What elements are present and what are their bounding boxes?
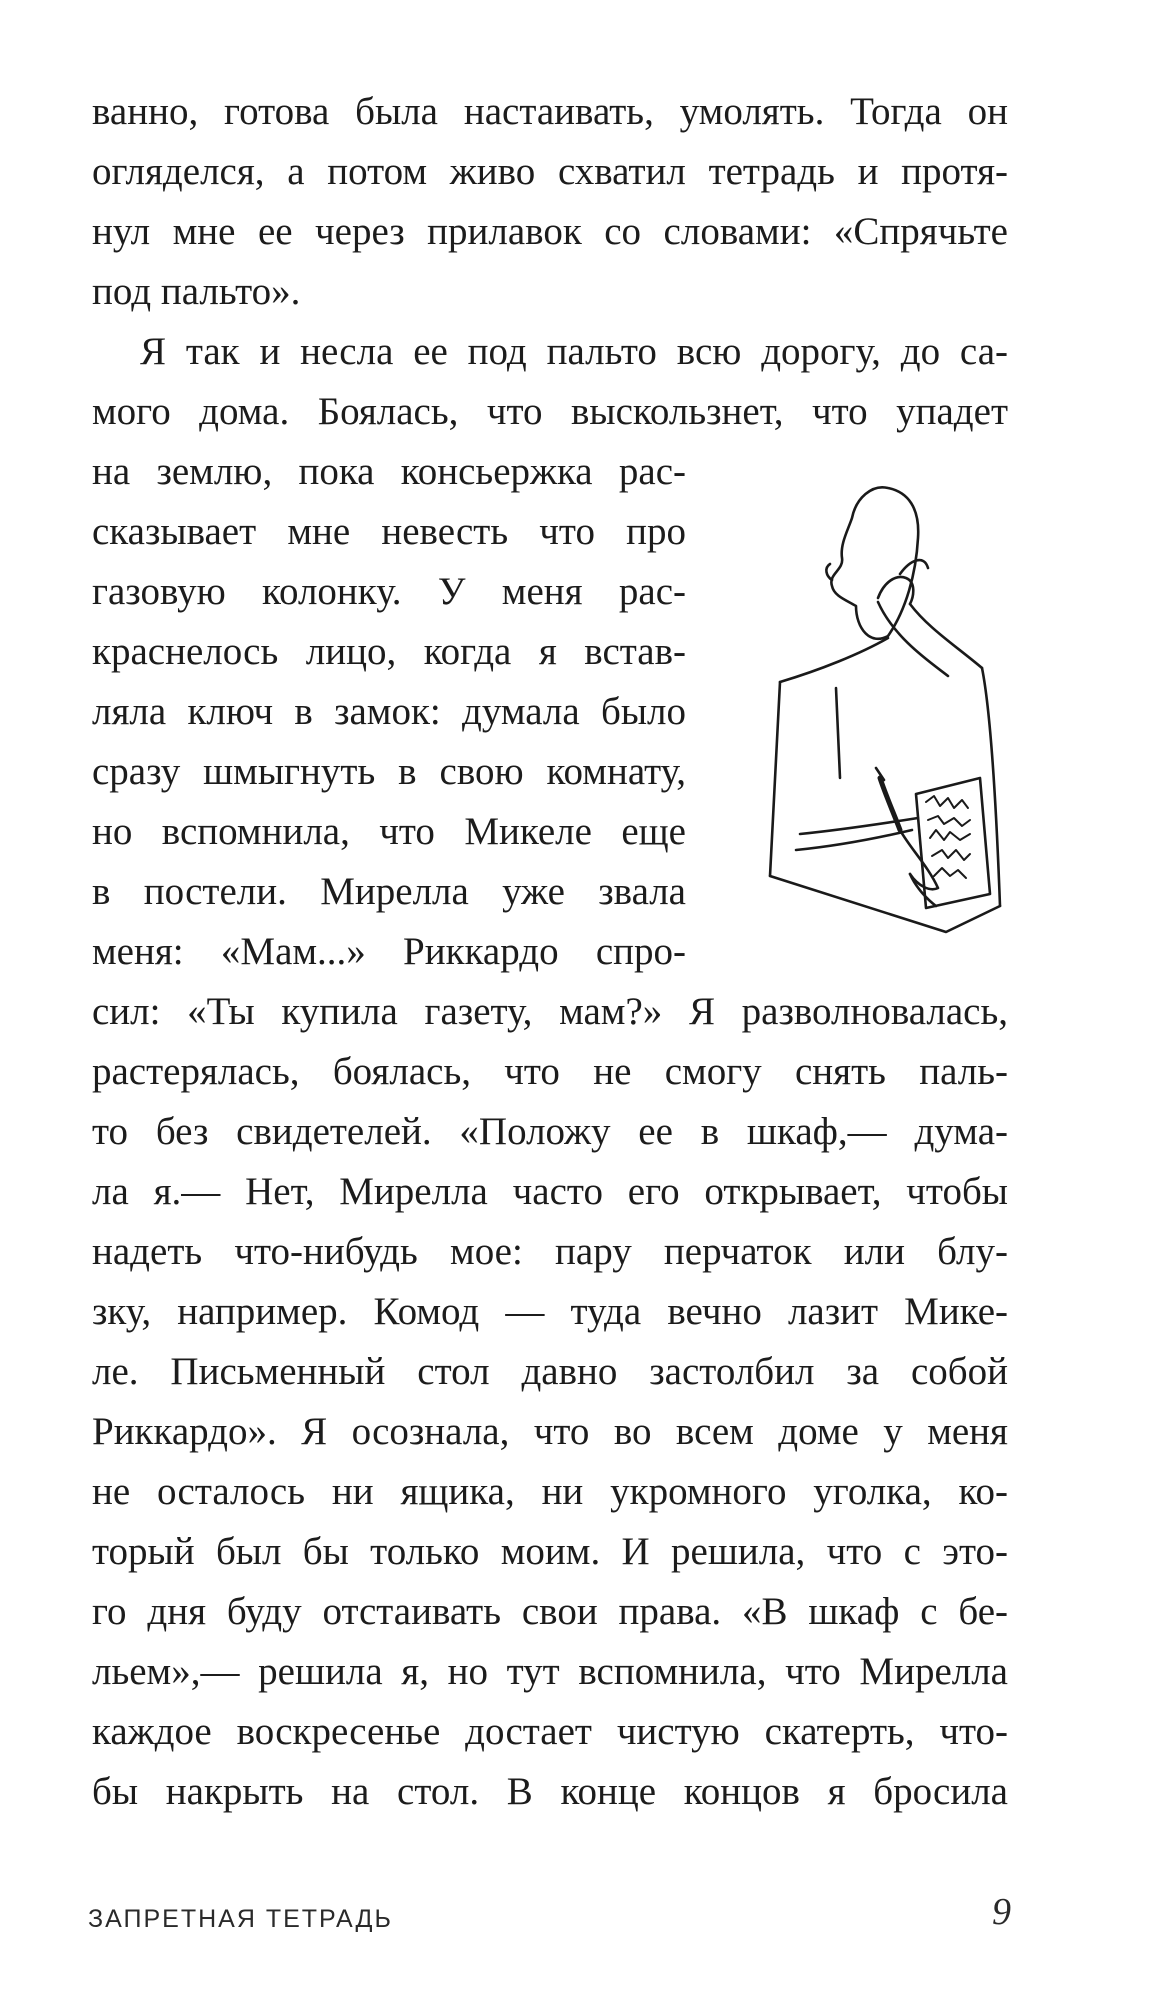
text-line: бы накрыть на стол. В конце концов я бросила (92, 1770, 1008, 1813)
text-line: торый был бы только моим. И решила, что с это- (92, 1530, 1008, 1573)
text-line: каждое воскресенье достает чистую скатерть, что- (92, 1710, 1008, 1753)
text-line: под пальто». (92, 270, 301, 313)
text-line: мого дома. Боялась, что выскользнет, что упадет (92, 390, 1008, 433)
text-line: на землю, пока консьержка рас- (92, 450, 686, 493)
text-line: надеть что-нибудь мое: пару перчаток или блу- (92, 1230, 1008, 1273)
text-line: нул мне ее через прилавок со словами: «Спрячьте (92, 210, 1008, 253)
text-line: ляла ключ в замок: думала было (92, 690, 686, 733)
text-line: но вспомнила, что Микеле еще (92, 810, 686, 853)
text-line: сил: «Ты купила газету, мам?» Я разволновалась, (92, 990, 1008, 1033)
text-line: то без свидетелей. «Положу ее в шкаф,— дума- (92, 1110, 1008, 1153)
text-line: ла я.— Нет, Мирелла часто его открывает, чтобы (92, 1170, 1008, 1213)
text-line: ванно, готова была настаивать, умолять. Тогда он (92, 90, 1008, 133)
text-line: зку, например. Комод — туда вечно лазит Мике- (92, 1290, 1008, 1333)
text-line: не осталось ни ящика, ни укромного уголка, ко- (92, 1470, 1008, 1513)
text-line: меня: «Мам...» Риккардо спро- (92, 930, 686, 973)
text-line: огляделся, а потом живо схватил тетрадь и протя- (92, 150, 1008, 193)
text-line: в постели. Мирелла уже звала (92, 870, 686, 913)
text-line: ле. Письменный стол давно застолбил за собой (92, 1350, 1008, 1393)
text-line: льем»,— решила я, но тут вспомнила, что Мирелла (92, 1650, 1008, 1693)
text-line: газовую колонку. У меня рас- (92, 570, 686, 613)
sketch-illustration (760, 478, 1010, 938)
text-line: сказывает мне невесть что про (92, 510, 686, 553)
text-line: краснелось лицо, когда я встав- (92, 630, 686, 673)
text-line: растерялась, боялась, что не смогу снять паль- (92, 1050, 1008, 1093)
page-number: 9 (992, 1891, 1011, 1933)
text-line: Я так и несла ее под пальто всю дорогу, до са- (140, 330, 1008, 373)
text-line: го дня буду отстаивать свои права. «В шкаф с бе- (92, 1590, 1008, 1633)
text-line: сразу шмыгнуть в свою комнату, (92, 750, 686, 793)
text-line: Риккардо». Я осознала, что во всем доме у меня (92, 1410, 1008, 1453)
running-footer-title: ЗАПРЕТНАЯ ТЕТРАДЬ (88, 1905, 393, 1933)
